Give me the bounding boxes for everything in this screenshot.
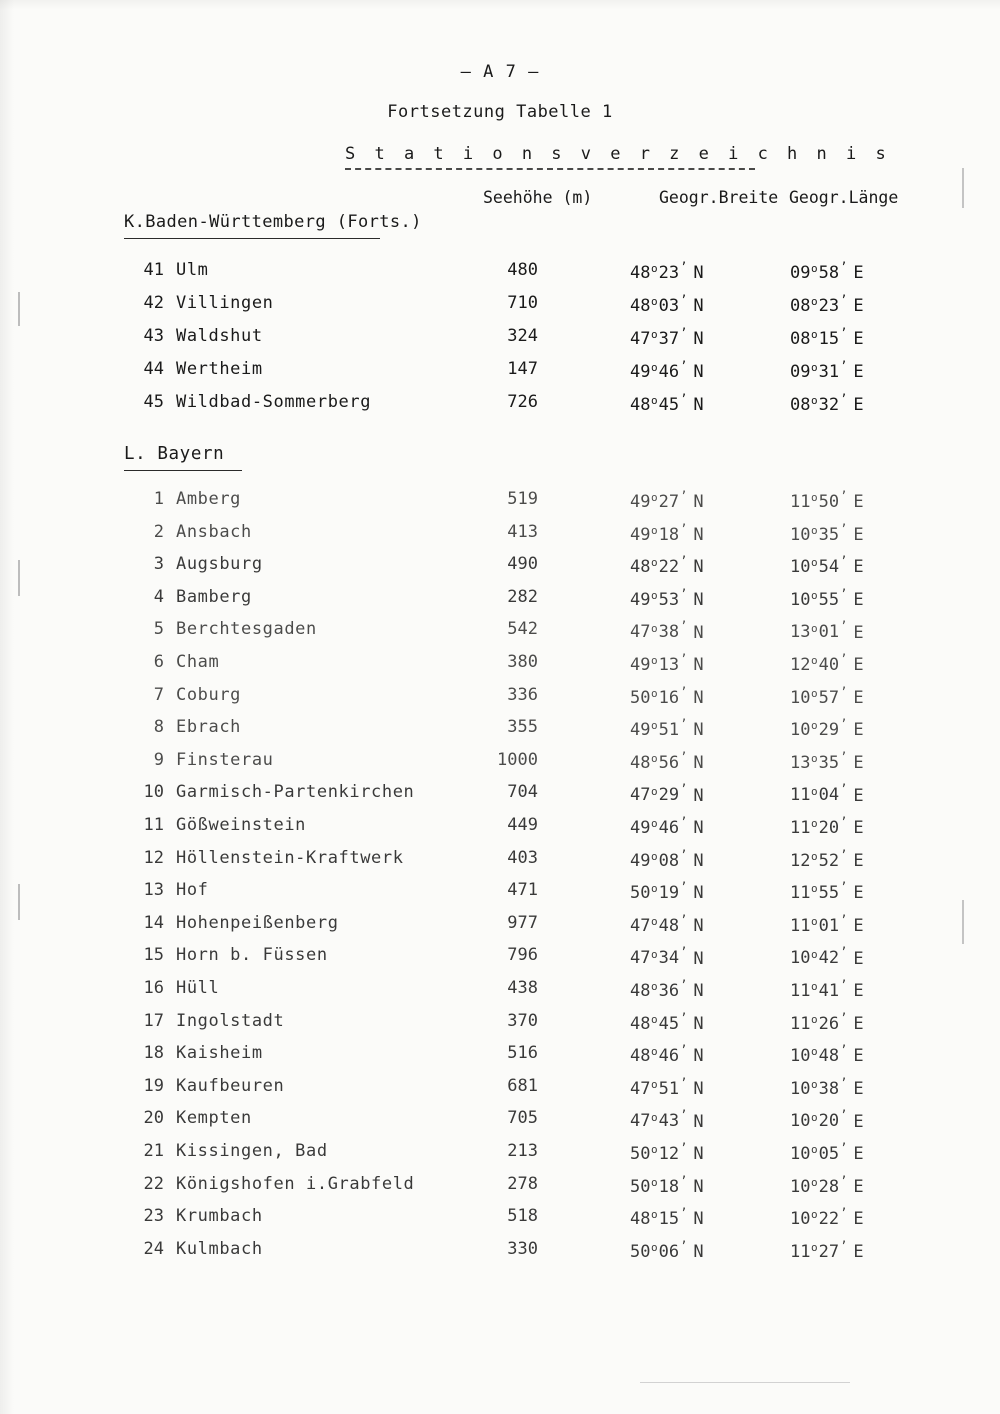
column-header-longitude: Geogr.Länge — [789, 188, 899, 207]
station-longitude: 10$^o$05’ E — [790, 1141, 864, 1165]
station-elevation: 977 — [507, 912, 538, 933]
station-name: Villingen — [176, 293, 274, 313]
table-row — [0, 717, 1000, 749]
row-index: 42 — [143, 293, 164, 313]
table-row — [0, 848, 1000, 880]
station-latitude: 47$^o$34’ N — [630, 945, 704, 969]
station-name: Hof — [176, 880, 209, 901]
station-latitude: 49$^o$27’ N — [630, 489, 704, 513]
station-elevation: 449 — [507, 815, 538, 835]
station-name: Augsburg — [176, 554, 263, 575]
station-elevation: 324 — [507, 326, 538, 346]
row-index: 9 — [153, 749, 164, 770]
row-index: 10 — [143, 782, 164, 803]
station-longitude: 11$^o$04’ E — [790, 782, 864, 806]
table-row — [0, 815, 1000, 847]
row-index: 43 — [143, 326, 164, 346]
section-heading-baden-wuerttemberg: K.Baden-Württemberg (Forts.) — [124, 212, 422, 232]
station-latitude: 49$^o$13’ N — [630, 652, 704, 676]
row-index: 22 — [143, 1173, 164, 1194]
station-elevation: 1000 — [497, 749, 538, 770]
station-longitude: 10$^o$54’ E — [790, 554, 864, 578]
station-longitude: 10$^o$28’ E — [790, 1173, 864, 1197]
station-elevation: 380 — [507, 652, 538, 672]
station-name: Amberg — [176, 489, 242, 509]
row-index: 7 — [153, 684, 164, 705]
station-elevation: 147 — [507, 359, 538, 379]
station-latitude: 49$^o$46’ N — [630, 815, 704, 839]
station-elevation: 355 — [507, 717, 538, 738]
station-elevation: 330 — [507, 1238, 538, 1259]
station-longitude: 11$^o$01’ E — [790, 912, 864, 936]
station-name: Cham — [176, 652, 220, 672]
table-row — [0, 587, 1000, 619]
table-row — [0, 260, 1000, 292]
station-name: Berchtesgaden — [176, 619, 317, 640]
station-latitude: 49$^o$08’ N — [630, 847, 704, 871]
station-latitude: 48$^o$45’ N — [630, 392, 704, 416]
row-index: 4 — [153, 586, 164, 607]
station-name: Wildbad-Sommerberg — [176, 392, 372, 412]
section-heading-rule — [124, 470, 242, 471]
station-longitude: 10$^o$55’ E — [790, 586, 864, 610]
station-name: Ebrach — [176, 717, 242, 738]
row-index: 45 — [143, 392, 164, 412]
table-row — [0, 619, 1000, 651]
table-row — [0, 326, 1000, 358]
section-heading-rule — [124, 238, 380, 239]
row-index: 44 — [143, 359, 164, 379]
station-longitude: 11$^o$55’ E — [790, 880, 864, 904]
station-latitude: 50$^o$18’ N — [630, 1173, 704, 1197]
station-latitude: 47$^o$43’ N — [630, 1108, 704, 1132]
station-elevation: 370 — [507, 1010, 538, 1031]
station-longitude: 10$^o$29’ E — [790, 717, 864, 741]
station-latitude: 50$^o$12’ N — [630, 1141, 704, 1165]
station-elevation: 519 — [507, 489, 538, 509]
station-latitude: 50$^o$06’ N — [630, 1238, 704, 1262]
station-longitude: 10$^o$38’ E — [790, 1075, 864, 1099]
station-elevation: 681 — [507, 1075, 538, 1096]
table-row — [0, 782, 1000, 814]
table-row — [0, 945, 1000, 977]
table-row — [0, 1206, 1000, 1238]
station-elevation: 705 — [507, 1108, 538, 1129]
station-elevation: 403 — [507, 847, 538, 868]
station-latitude: 47$^o$51’ N — [630, 1075, 704, 1099]
station-name: Höllenstein-Kraftwerk — [176, 847, 404, 868]
column-header-elevation: Seehöhe (m) — [483, 188, 593, 207]
station-elevation: 490 — [507, 554, 538, 575]
table-row — [0, 685, 1000, 717]
station-name: Kempten — [176, 1108, 252, 1129]
row-index: 41 — [143, 260, 164, 280]
station-longitude: 10$^o$42’ E — [790, 945, 864, 969]
table-row — [0, 1043, 1000, 1075]
table-row — [0, 489, 1000, 521]
section-heading-bayern: L. Bayern — [124, 444, 225, 464]
row-index: 14 — [143, 912, 164, 933]
station-elevation: 796 — [507, 945, 538, 966]
station-latitude: 49$^o$46’ N — [630, 359, 704, 383]
row-index: 18 — [143, 1043, 164, 1064]
station-longitude: 11$^o$50’ E — [790, 489, 864, 513]
station-latitude: 50$^o$19’ N — [630, 880, 704, 904]
table-row — [0, 1076, 1000, 1108]
station-longitude: 13$^o$01’ E — [790, 619, 864, 643]
station-longitude: 12$^o$52’ E — [790, 847, 864, 871]
station-latitude: 48$^o$03’ N — [630, 293, 704, 317]
station-longitude: 10$^o$48’ E — [790, 1043, 864, 1067]
station-name: Garmisch-Partenkirchen — [176, 782, 415, 803]
row-index: 15 — [143, 945, 164, 966]
station-latitude: 48$^o$45’ N — [630, 1010, 704, 1034]
station-name: Krumbach — [176, 1206, 263, 1227]
station-longitude: 08$^o$23’ E — [790, 293, 864, 317]
row-index: 19 — [143, 1075, 164, 1096]
station-elevation: 710 — [507, 293, 538, 313]
row-index: 20 — [143, 1108, 164, 1129]
station-latitude: 47$^o$38’ N — [630, 619, 704, 643]
table-row — [0, 978, 1000, 1010]
station-elevation: 213 — [507, 1141, 538, 1161]
station-latitude: 50$^o$16’ N — [630, 684, 704, 708]
station-name: Kaisheim — [176, 1043, 263, 1064]
station-latitude: 49$^o$18’ N — [630, 521, 704, 545]
table-row — [0, 652, 1000, 684]
station-name: Kulmbach — [176, 1238, 263, 1259]
station-name: Hüll — [176, 978, 220, 998]
station-longitude: 09$^o$58’ E — [790, 260, 864, 284]
station-longitude: 12$^o$40’ E — [790, 652, 864, 676]
station-longitude: 10$^o$35’ E — [790, 521, 864, 545]
station-longitude: 08$^o$15’ E — [790, 326, 864, 350]
station-name: Ansbach — [176, 521, 252, 542]
station-longitude: 10$^o$22’ E — [790, 1206, 864, 1230]
title-underline — [345, 168, 755, 170]
table-row — [0, 1108, 1000, 1140]
station-elevation: 278 — [507, 1173, 538, 1194]
station-latitude: 48$^o$15’ N — [630, 1206, 704, 1230]
station-longitude: 08$^o$32’ E — [790, 392, 864, 416]
station-name: Finsterau — [176, 749, 274, 770]
table-row — [0, 359, 1000, 391]
station-latitude: 48$^o$22’ N — [630, 554, 704, 578]
margin-tick — [962, 168, 964, 208]
station-longitude: 10$^o$20’ E — [790, 1108, 864, 1132]
table-row — [0, 1239, 1000, 1271]
station-latitude: 47$^o$37’ N — [630, 326, 704, 350]
station-elevation: 516 — [507, 1043, 538, 1064]
station-name: Kaufbeuren — [176, 1075, 285, 1096]
table-row — [0, 554, 1000, 586]
station-name: Coburg — [176, 684, 242, 705]
page-title: S t a t i o n s v e r z e i c h n i s — [345, 144, 891, 164]
row-index: 17 — [143, 1010, 164, 1031]
station-longitude: 11$^o$26’ E — [790, 1010, 864, 1034]
row-index: 3 — [153, 554, 164, 575]
station-longitude: 11$^o$41’ E — [790, 978, 864, 1002]
station-name: Kissingen, Bad — [176, 1141, 328, 1161]
station-name: Hohenpeißenberg — [176, 912, 339, 933]
table-row — [0, 1011, 1000, 1043]
row-index: 12 — [143, 847, 164, 868]
scan-edge-top — [0, 0, 1000, 10]
station-elevation: 518 — [507, 1206, 538, 1227]
station-elevation: 471 — [507, 880, 538, 901]
station-elevation: 336 — [507, 684, 538, 705]
station-longitude: 09$^o$31’ E — [790, 359, 864, 383]
station-elevation: 726 — [507, 392, 538, 412]
row-index: 16 — [143, 978, 164, 998]
page-bottom-rule — [640, 1382, 850, 1383]
table-row — [0, 392, 1000, 424]
station-name: Waldshut — [176, 326, 263, 346]
row-index: 23 — [143, 1206, 164, 1227]
table-row — [0, 750, 1000, 782]
station-longitude: 11$^o$20’ E — [790, 815, 864, 839]
station-longitude: 13$^o$35’ E — [790, 749, 864, 773]
station-name: Königshofen i.Grabfeld — [176, 1173, 415, 1194]
row-index: 8 — [153, 717, 164, 738]
column-header-latitude: Geogr.Breite — [659, 188, 779, 207]
row-index: 21 — [143, 1141, 164, 1161]
continuation-label: Fortsetzung Tabelle 1 — [387, 102, 613, 122]
station-elevation: 413 — [507, 521, 538, 542]
station-name: Bamberg — [176, 586, 252, 607]
station-latitude: 49$^o$51’ N — [630, 717, 704, 741]
station-name: Horn b. Füssen — [176, 945, 328, 966]
page-number: – A 7 – — [460, 62, 540, 82]
station-elevation: 438 — [507, 978, 538, 998]
station-elevation: 704 — [507, 782, 538, 803]
table-row — [0, 1174, 1000, 1206]
row-index: 6 — [153, 652, 164, 672]
row-index: 2 — [153, 521, 164, 542]
row-index: 1 — [153, 489, 164, 509]
station-latitude: 48$^o$36’ N — [630, 978, 704, 1002]
station-name: Ingolstadt — [176, 1010, 285, 1031]
table-row — [0, 293, 1000, 325]
row-index: 24 — [143, 1238, 164, 1259]
station-latitude: 47$^o$29’ N — [630, 782, 704, 806]
station-latitude: 47$^o$48’ N — [630, 912, 704, 936]
station-elevation: 282 — [507, 586, 538, 607]
station-longitude: 10$^o$57’ E — [790, 684, 864, 708]
station-latitude: 48$^o$56’ N — [630, 749, 704, 773]
table-row — [0, 1141, 1000, 1173]
station-latitude: 48$^o$46’ N — [630, 1043, 704, 1067]
table-row — [0, 913, 1000, 945]
station-longitude: 11$^o$27’ E — [790, 1238, 864, 1262]
station-name: Ulm — [176, 260, 209, 280]
station-latitude: 48$^o$23’ N — [630, 260, 704, 284]
table-row — [0, 522, 1000, 554]
station-elevation: 542 — [507, 619, 538, 640]
station-name: Gößweinstein — [176, 815, 307, 835]
station-elevation: 480 — [507, 260, 538, 280]
table-row — [0, 880, 1000, 912]
station-latitude: 49$^o$53’ N — [630, 586, 704, 610]
row-index: 5 — [153, 619, 164, 640]
station-name: Wertheim — [176, 359, 263, 379]
row-index: 13 — [143, 880, 164, 901]
row-index: 11 — [143, 815, 164, 835]
